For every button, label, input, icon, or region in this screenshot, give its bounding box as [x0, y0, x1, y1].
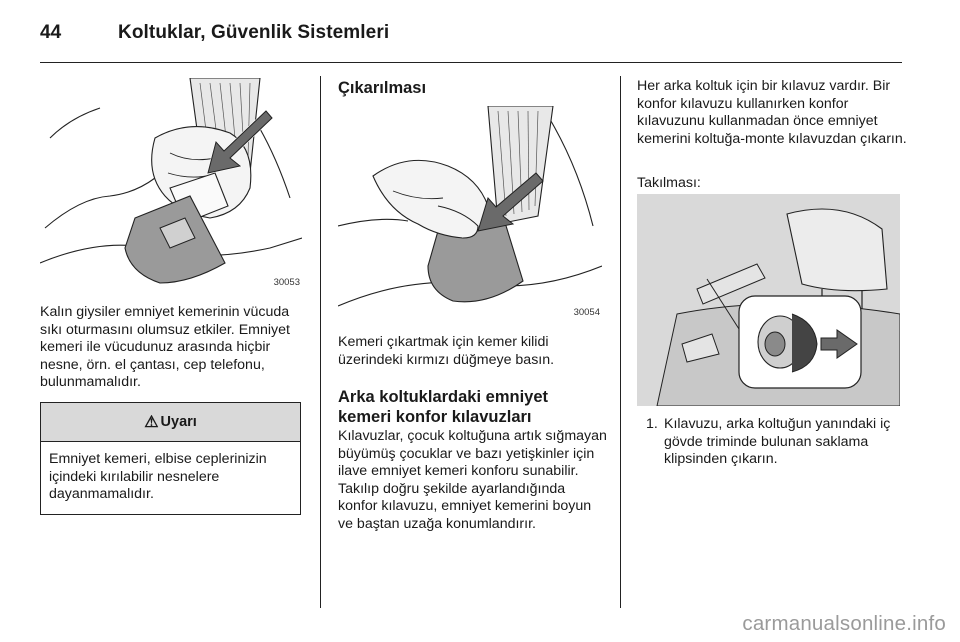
column-divider-2: [620, 76, 621, 608]
list-item: [646, 416, 908, 469]
step-text: Kılavuzu, arka koltuğun yanındaki iç gövde triminde bulunan saklama klipsinden çıkarın.: [664, 416, 891, 468]
warning-triangle-icon: ⚠: [144, 414, 159, 431]
seatbelt-release-illustration: [338, 106, 602, 320]
comfort-guide-illustration: [637, 194, 900, 406]
warning-header: [41, 403, 300, 442]
comfort-guides-heading: Arka koltuklardaki emniyet kemeri konfor kılavuzları: [338, 388, 549, 426]
header-rule: [40, 62, 902, 63]
install-label: Takılması:: [637, 175, 701, 191]
release-button-paragraph: Kemeri çıkartmak için kemer kilidi üzerindeki kırmızı düğmeye basın.: [338, 334, 555, 368]
warning-text: Emniyet kemeri, elbise ceplerinizin içindeki kırılabilir nesnelere dayanmamalıdır.: [49, 451, 267, 503]
watermark: carmanualsonline.info: [742, 612, 946, 635]
column-divider-1: [320, 76, 321, 608]
warning-title: Uyarı: [160, 414, 197, 430]
page-number: 44: [40, 22, 62, 43]
warning-box: [40, 402, 301, 515]
step-list: [646, 416, 908, 469]
guide-intro-paragraph: Her arka koltuk için bir kılavuz vardır. Bir konfor kılavuzu kullanırken konfor kılavuzunu kullanmadan önce emniyet kemerini koltuğa-monte kılavuzdan çıkarın.: [637, 78, 907, 147]
thick-clothing-paragraph: Kalın giysiler emniyet kemerinin vücuda sıkı oturmasını olumsuz etkiler. Emniyet kemeri ile vücudunuz arasında hiçbir nesne, örn. el çantası, cep telefonu, bulunmamalıdır.: [40, 304, 290, 391]
seatbelt-buckle-insert-illustration: [40, 78, 302, 290]
removal-heading: Çıkarılması: [338, 79, 427, 97]
figure-code: 30054: [573, 307, 600, 318]
comfort-guides-paragraph: Kılavuzlar, çocuk koltuğuna artık sığmayan büyümüş çocuklar ve bazı yetişkinler için ilave emniyet kemeri konforu sunabilir. Takılıp doğru şekilde ayarlandığında konfor kılavuzu, emniyet kemerini boyun ve baştan uzağa konumlandırır.: [338, 428, 607, 532]
page-header: [40, 22, 389, 44]
figure-code: 30053: [273, 277, 300, 288]
step-number: 1.: [646, 416, 658, 432]
section-title: Koltuklar, Güvenlik Sistemleri: [118, 22, 390, 43]
